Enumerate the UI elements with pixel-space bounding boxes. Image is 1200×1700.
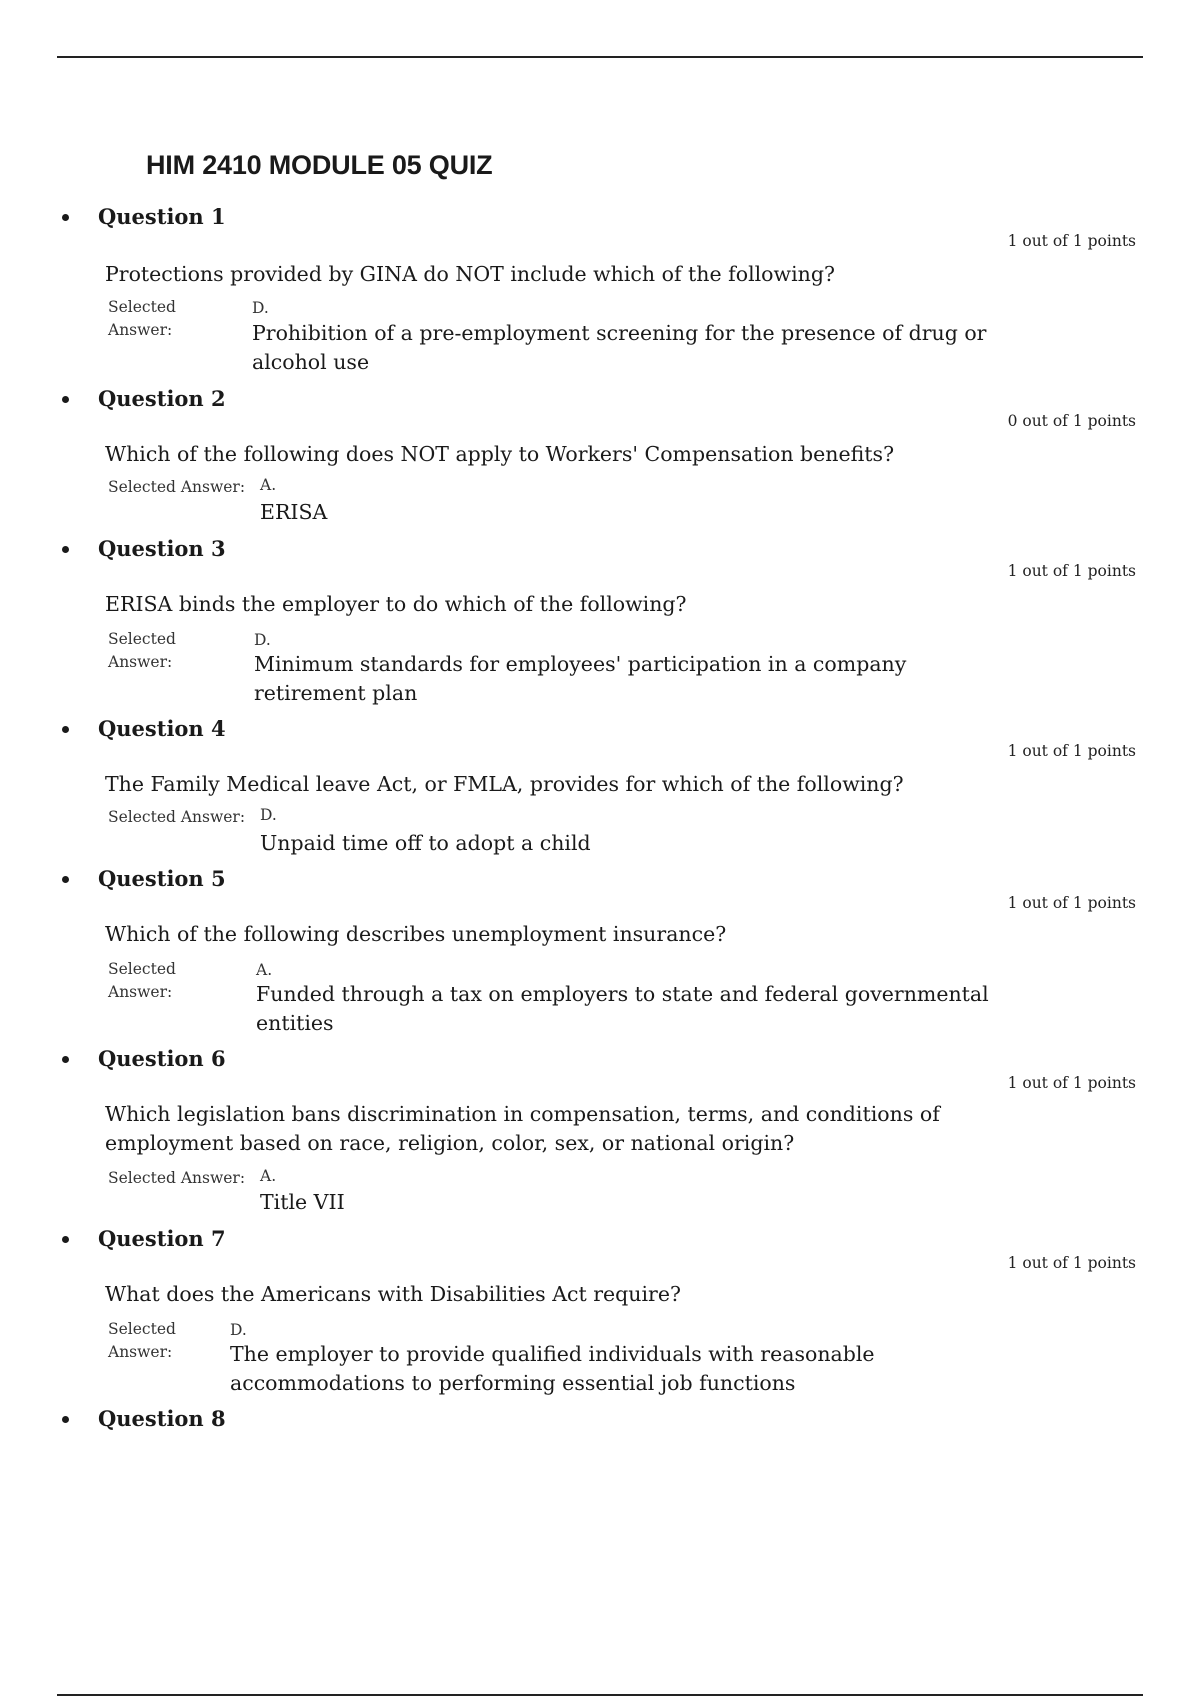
question-label: Question 2 <box>98 386 226 411</box>
points-label: 1 out of 1 points <box>1007 1074 1136 1092</box>
bullet-icon <box>62 1416 69 1423</box>
question-text: What does the Americans with Disabilities Act require? <box>105 1282 681 1306</box>
bullet-icon <box>62 1236 69 1243</box>
selected-answer-label: Selected Answer: <box>108 808 246 826</box>
bullet-icon <box>62 1056 69 1063</box>
answer-letter: A. <box>260 1167 277 1185</box>
question-label: Question 6 <box>98 1046 226 1071</box>
answer-letter: D. <box>254 631 271 649</box>
bullet-icon <box>62 546 69 553</box>
question-label: Question 3 <box>98 536 226 561</box>
selected-answer-label: Selected Answer: <box>108 1320 176 1361</box>
answer-letter: D. <box>230 1321 247 1339</box>
answer-letter: D. <box>260 806 277 824</box>
answer-text: Prohibition of a pre-employment screening for the presence of drug or alcohol use <box>252 321 987 374</box>
question-label: Question 8 <box>98 1406 226 1431</box>
points-label: 1 out of 1 points <box>1007 562 1136 580</box>
question-label: Question 5 <box>98 866 226 891</box>
answer-text: Title VII <box>260 1190 345 1214</box>
points-label: 1 out of 1 points <box>1007 1254 1136 1272</box>
bullet-icon <box>62 876 69 883</box>
answer-text: The employer to provide qualified individuals with reasonable accommodations to performing essential job functions <box>230 1342 875 1395</box>
bullet-icon <box>62 396 69 403</box>
selected-answer-label: Selected Answer: <box>108 1169 246 1187</box>
answer-text: Funded through a tax on employers to state and federal governmental entities <box>256 982 989 1035</box>
question-text: Which of the following does NOT apply to Workers' Compensation benefits? <box>105 442 895 466</box>
points-label: 1 out of 1 points <box>1007 894 1136 912</box>
bullet-icon <box>62 726 69 733</box>
selected-answer-label: Selected Answer: <box>108 298 176 339</box>
top-rule <box>57 56 1143 58</box>
bottom-rule <box>57 1694 1143 1696</box>
question-label: Question 7 <box>98 1226 226 1251</box>
points-label: 1 out of 1 points <box>1007 742 1136 760</box>
answer-letter: D. <box>252 299 269 317</box>
question-text: Which legislation bans discrimination in compensation, terms, and conditions of employment based on race, religion, color, sex, or national origin? <box>105 1102 940 1155</box>
points-label: 0 out of 1 points <box>1007 412 1136 430</box>
answer-text: Minimum standards for employees' participation in a company retirement plan <box>254 652 907 705</box>
question-text: The Family Medical leave Act, or FMLA, provides for which of the following? <box>105 772 904 796</box>
page-title: HIM 2410 MODULE 05 QUIZ <box>146 150 493 180</box>
selected-answer-label: Selected Answer: <box>108 960 176 1001</box>
selected-answer-label: Selected Answer: <box>108 630 176 671</box>
points-label: 1 out of 1 points <box>1007 232 1136 250</box>
answer-letter: A. <box>260 476 277 494</box>
question-label: Question 1 <box>98 204 226 229</box>
question-text: ERISA binds the employer to do which of the following? <box>105 592 687 616</box>
question-text: Which of the following describes unemployment insurance? <box>105 922 727 946</box>
selected-answer-label: Selected Answer: <box>108 478 246 496</box>
question-text: Protections provided by GINA do NOT include which of the following? <box>105 262 835 286</box>
answer-text: ERISA <box>260 500 328 524</box>
answer-text: Unpaid time off to adopt a child <box>260 831 591 855</box>
bullet-icon <box>62 214 69 221</box>
answer-letter: A. <box>256 961 273 979</box>
question-label: Question 4 <box>98 716 226 741</box>
